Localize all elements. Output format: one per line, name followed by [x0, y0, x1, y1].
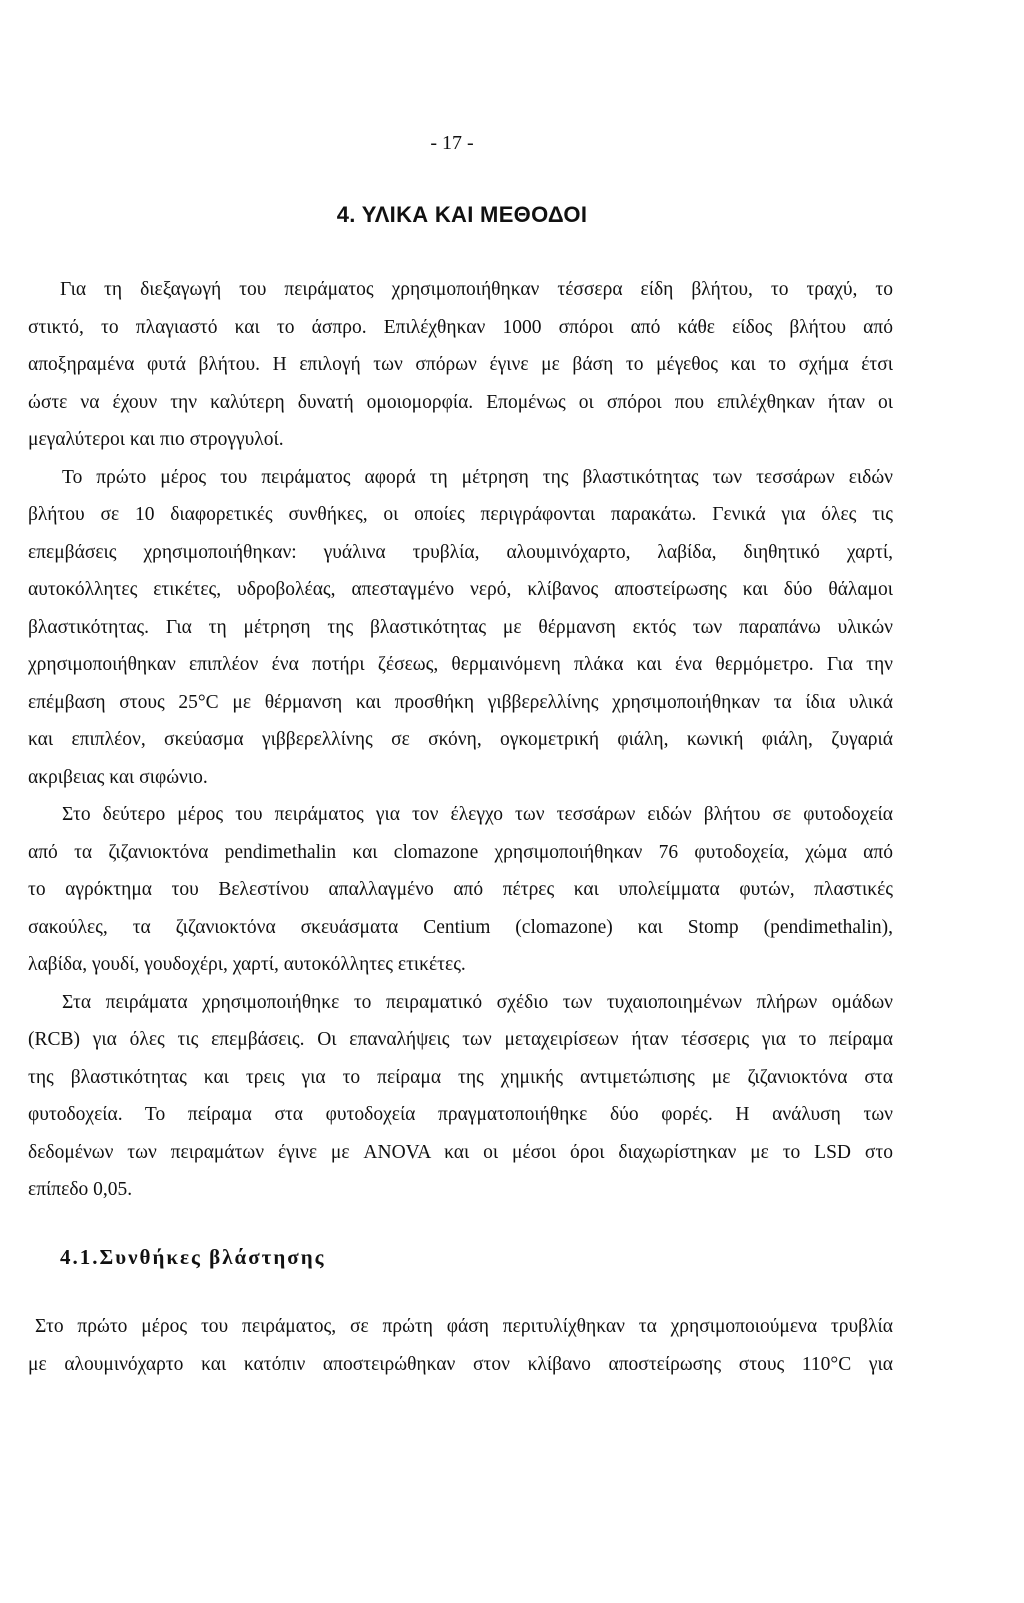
- text-line: Στα πειράματα χρησιμοποιήθηκε το πειραματικό σχέδιο των τυχαιοποιημένων πλήρων ομάδων: [62, 991, 893, 1013]
- text-line: μεγαλύτεροι και πιο στρογγυλοί.: [28, 429, 284, 450]
- subsection-body: [28, 1308, 893, 1383]
- text-line: χρησιμοποιήθηκαν επιπλέον ένα ποτήρι ζέσεως, θερμαινόμενη πλάκα και ένα θερμόμετρο. Για την: [28, 654, 893, 675]
- text-line: φυτοδοχεία. Το πείραμα στα φυτοδοχεία πραγματοποιήθηκε δύο φορές. Η ανάλυση των: [28, 1104, 893, 1125]
- text-line: Το πρώτο μέρος του πειράματος αφορά τη μέτρηση της βλαστικότητας των τεσσάρων ειδών: [62, 466, 893, 488]
- text-line: επίπεδο 0,05.: [28, 1179, 133, 1200]
- paragraph: [28, 984, 893, 1209]
- text-line: δεδομένων των πειραμάτων έγινε με ANOVA και οι μέσοι όροι διαχωρίστηκαν με το LSD στο: [28, 1141, 893, 1163]
- text-line: σακούλες, τα ζιζανιοκτόνα σκευάσματα Centium (clomazone) και Stomp (pendimethalin),: [28, 916, 893, 938]
- text-line: βλαστικότητας. Για τη μέτρηση της βλαστικότητας με θέρμανση εκτός των παραπάνω υλικών: [28, 616, 893, 638]
- paragraph: [28, 271, 893, 459]
- text-line: αποξηραμένα φυτά βλήτου. Η επιλογή των σπόρων έγινε με βάση το μέγεθος και το σχήμα έτσι: [28, 354, 893, 375]
- page-number: - 17 -: [430, 132, 474, 154]
- text-line: ακριβειας και σιφώνιο.: [28, 766, 208, 788]
- text-line: επεμβάσεις χρησιμοποιήθηκαν: γυάλινα τρυβλία, αλουμινόχαρτο, λαβίδα, διηθητικό χαρτί,: [28, 541, 893, 563]
- section-body: [28, 271, 893, 1209]
- text-line: με αλουμινόχαρτο και κατόπιν αποστειρώθηκαν στον κλίβανο αποστείρωσης στους 110°C για: [28, 1353, 893, 1375]
- text-line: Στο πρώτο μέρος του πειράματος, σε πρώτη φάση περιτυλίχθηκαν τα χρησιμοποιούμενα τρυβλία: [35, 1316, 893, 1337]
- text-line: της βλαστικότητας και τρεις για το πείραμα της χημικής αντιμετώπισης με ζιζανιοκτόνα στα: [28, 1066, 893, 1088]
- text-line: επέμβαση στους 25°C με θέρμανση και προσθήκη γιββερελλίνης χρησιμοποιήθηκαν τα ίδια υλικά: [28, 691, 893, 713]
- text-line: λαβίδα, γουδί, γουδοχέρι, χαρτί, αυτοκόλλητες ετικέτες.: [28, 954, 466, 975]
- subsection-heading: 4.1.Συνθήκες βλάστησης: [60, 1245, 326, 1269]
- text-line: Για τη διεξαγωγή του πειράματος χρησιμοποιήθηκαν τέσσερα είδη βλήτου, το τραχύ, το: [60, 279, 893, 300]
- text-line: στικτό, το πλαγιαστό και το άσπρο. Επιλέχθηκαν 1000 σπόροι από κάθε είδος βλήτου από: [28, 316, 893, 338]
- section-heading: 4. ΥΛΙΚΑ ΚΑΙ ΜΕΘΟΔΟΙ: [336, 202, 588, 227]
- text-line: Στο δεύτερο μέρος του πειράματος για τον έλεγχο των τεσσάρων ειδών βλήτου σε φυτοδοχεία: [62, 804, 893, 825]
- text-line: (RCB) για όλες τις επεμβάσεις. Οι επαναλήψεις των μεταχειρίσεων ήταν τέσσερις για το πείραμα: [28, 1029, 893, 1050]
- text-line: από τα ζιζανιοκτόνα pendimethalin και clomazone χρησιμοποιήθηκαν 76 φυτοδοχεία, χώμα από: [28, 841, 893, 863]
- text-line: το αγρόκτημα του Βελεστίνου απαλλαγμένο από πέτρες και υπολείμματα φυτών, πλαστικές: [28, 879, 893, 900]
- paragraph: [28, 459, 893, 797]
- paragraph: [28, 796, 893, 984]
- text-line: ώστε να έχουν την καλύτερη δυνατή ομοιομορφία. Επομένως οι σπόροι που επιλέχθηκαν ήταν οι: [28, 391, 893, 413]
- text-line: βλήτου σε 10 διαφορετικές συνθήκες, οι οποίες περιγράφονται παρακάτω. Γενικά για όλες τις: [28, 504, 893, 525]
- text-line: και επιπλέον, σκεύασμα γιββερελλίνης σε σκόνη, ογκομετρική φιάλη, κωνική φιάλη, ζυγαριά: [28, 729, 893, 750]
- paragraph: [28, 1308, 893, 1383]
- text-line: αυτοκόλλητες ετικέτες, υδροβολέας, απεσταγμένο νερό, κλίβανος αποστείρωσης και δύο θάλαμοι: [28, 579, 893, 600]
